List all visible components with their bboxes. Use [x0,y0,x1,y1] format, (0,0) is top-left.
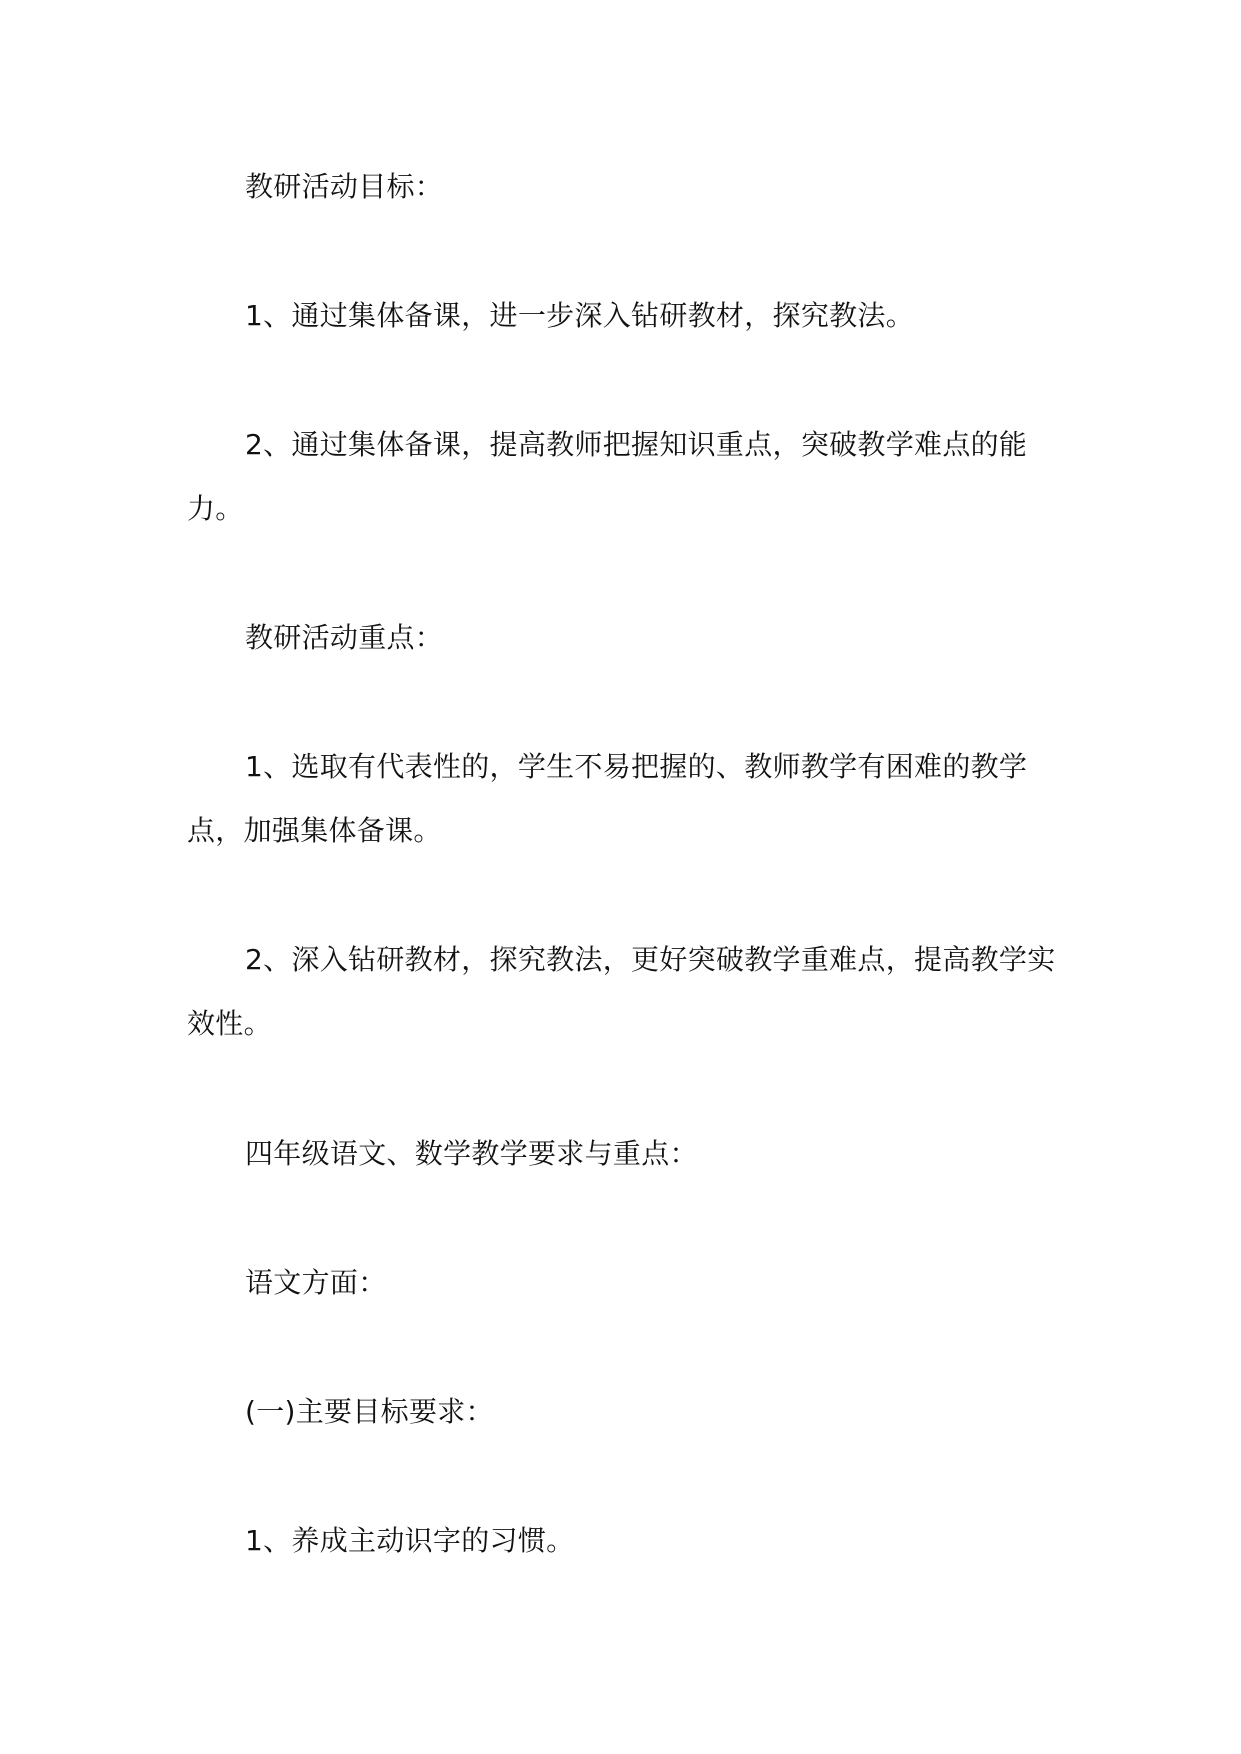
section-heading-chinese: 语文方面： [245,1266,387,1299]
paragraph-focus-2: 2、深入钻研教材，探究教法，更好突破教学重难点，提高教学实效性。 [187,943,1056,1040]
paragraph-goal-2: 2、通过集体备课，提高教师把握知识重点，突破教学难点的能力。 [187,428,1028,525]
section-heading-goals: 教研活动目标： [245,170,444,203]
section-heading-grade4: 四年级语文、数学教学要求与重点： [245,1137,698,1170]
paragraph-focus-1: 1、选取有代表性的，学生不易把握的、教师教学有困难的教学点，加强集体备课。 [187,750,1028,847]
paragraph-goal-1: 1、通过集体备课，进一步深入钻研教材，探究教法。 [245,299,915,332]
paragraph-requirement-1: 1、养成主动识字的习惯。 [245,1524,575,1557]
subsection-heading-main-goals: (一)主要目标要求： [245,1395,494,1428]
section-heading-focus: 教研活动重点： [245,621,444,654]
